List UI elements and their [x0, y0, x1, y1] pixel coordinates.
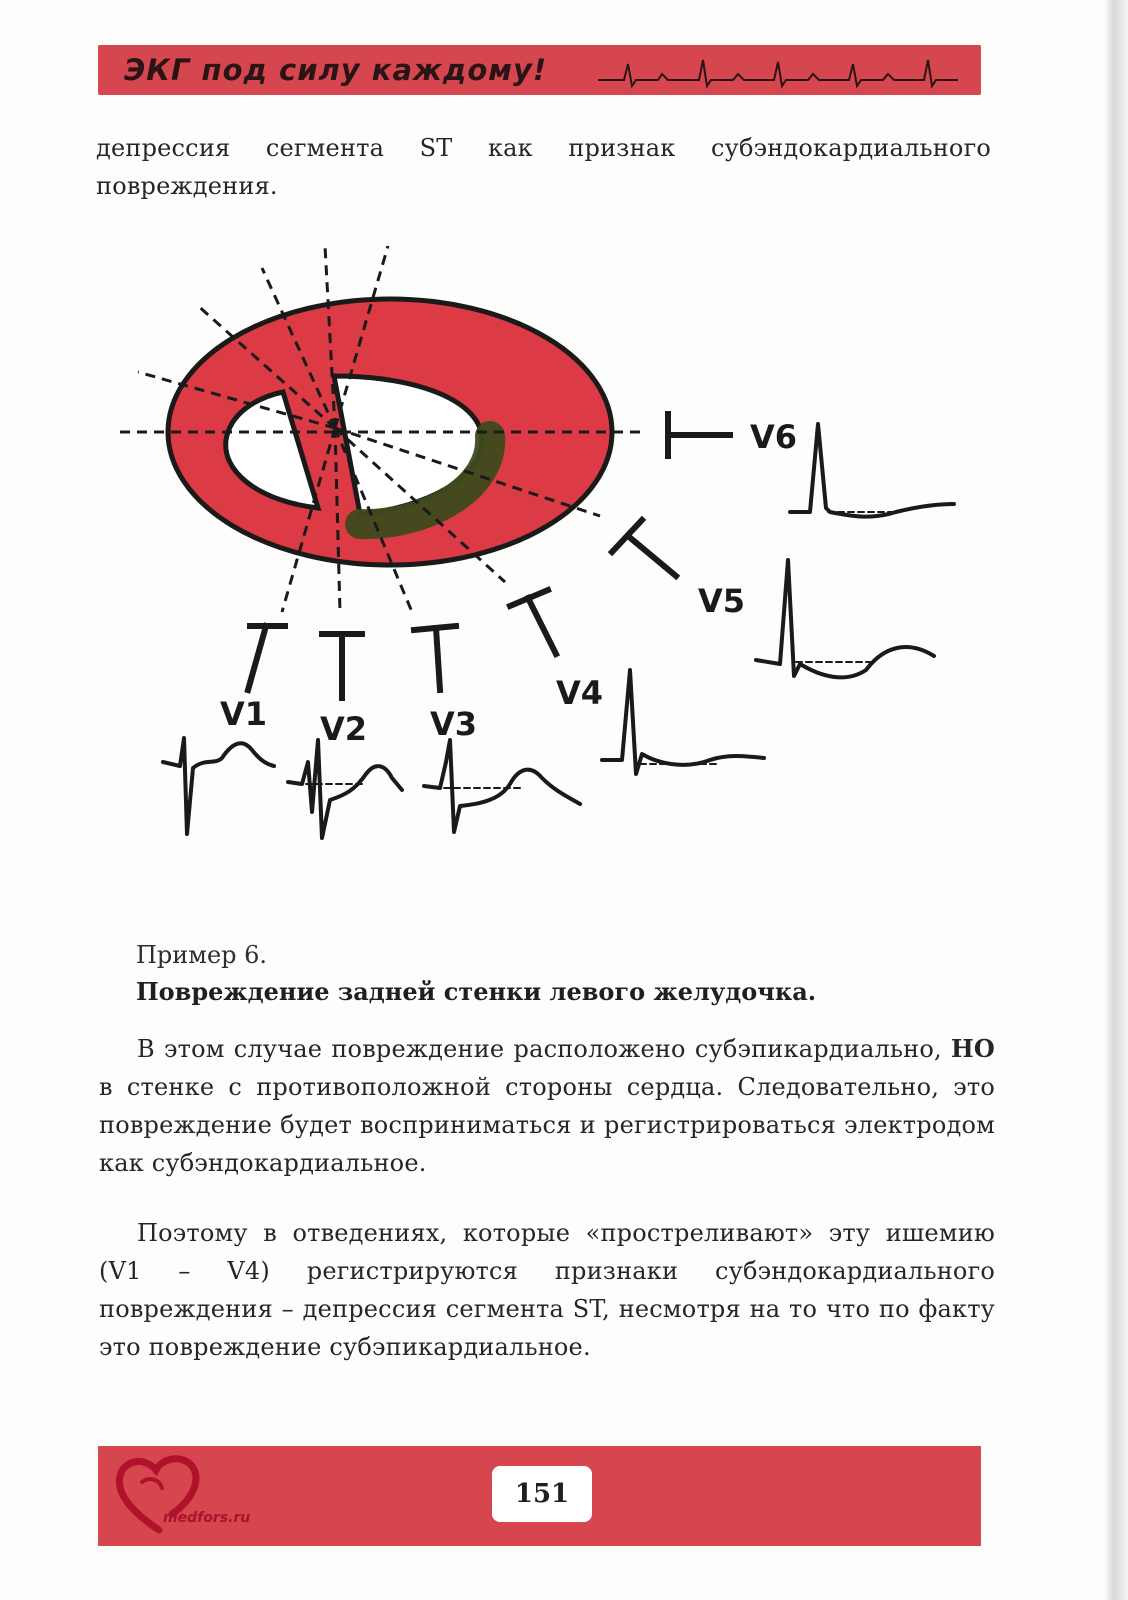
ecg-trace-v3	[424, 740, 580, 832]
header-title: ЭКГ под силу каждому!	[124, 53, 548, 87]
logo-text: medfors.ru	[163, 1510, 251, 1526]
ecg-trace-v5	[756, 560, 934, 677]
ecg-trace-v1	[163, 738, 274, 834]
lead-label-v2: V2	[320, 710, 368, 748]
body-paragraph-1	[99, 1030, 995, 1182]
ecg-trace-v4	[602, 670, 764, 774]
lead-label-v3: V3	[430, 705, 478, 743]
paragraph-2-text: Поэтому в отведениях, которые «простреливают» эту ишемию (V1 – V4) регистрируются признаки субэндокардиального повреждения – депрессия сегмента ST, несмотря на то что по факту это повреждение субэпикардиальное.	[99, 1219, 995, 1361]
lead-label-v1: V1	[220, 695, 268, 733]
example-title: Повреждение задней стенки левого желудочка.	[136, 977, 817, 1006]
intro-paragraph: депрессия сегмента ST как признак субэндокардиального повреждения.	[96, 134, 991, 200]
body-paragraph-2	[99, 1214, 995, 1366]
paragraph-1-text-start: В этом случае повреждение расположено субэпикардиально,	[137, 1035, 952, 1063]
paragraph-1-text-end: в стенке с противоположной стороны сердца. Следовательно, это повреждение будет восприниматься и регистрироваться электродом как субэндокардиальное.	[99, 1073, 995, 1177]
paragraph-1-emphasis: НО	[951, 1034, 995, 1063]
ecg-trace-v6	[790, 424, 954, 517]
lead-label-v6: V6	[750, 418, 798, 456]
page-number: 151	[492, 1466, 592, 1522]
ecg-trace-v2	[288, 740, 402, 838]
lead-label-v4: V4	[556, 674, 604, 712]
lead-label-v5: V5	[698, 582, 746, 620]
example-label: Пример 6.	[136, 941, 268, 969]
